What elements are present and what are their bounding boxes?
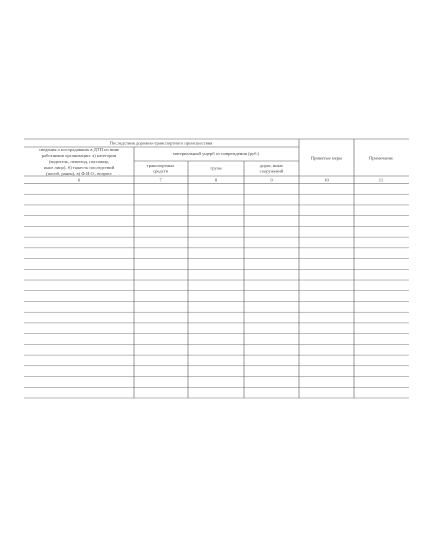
header-victims-line-2: работников организации: а) категории: [41, 153, 117, 158]
header-notes: Примечание: [368, 155, 394, 161]
column-number-8: 8: [214, 177, 218, 183]
header-material-damage: материальный ущерб от повреждения (руб.): [172, 151, 260, 156]
header-victims-line-1: сведения о пострадавших в ДТП по вине: [38, 147, 120, 152]
column-number-10: 10: [324, 177, 329, 183]
header-victims-line-3: (водитель, пешеход, пассажир,: [48, 159, 110, 164]
column-number-7: 7: [159, 177, 162, 183]
header-cargo: грузы: [210, 165, 222, 171]
header-victims-line-4: иное лицо), б) тяжесть последствий: [43, 165, 115, 170]
column-number-9: 9: [270, 177, 273, 183]
header-victims-line-5: (погиб, ранен), в) Ф.И.О., возраст: [46, 171, 112, 176]
header-measures: Принятые меры: [310, 155, 343, 161]
column-number-11: 11: [378, 177, 384, 183]
column-number-6: 6: [77, 177, 81, 183]
header-consequences: Последствия дорожно-транспортного происшествия: [109, 140, 213, 146]
header-vehicles-line-1: транспортных: [146, 163, 175, 168]
header-structures-line-2: сооружений: [259, 168, 284, 174]
header-vehicles-line-2: средств: [153, 168, 168, 174]
header-structures-line-1: дорог, иных: [259, 163, 284, 168]
